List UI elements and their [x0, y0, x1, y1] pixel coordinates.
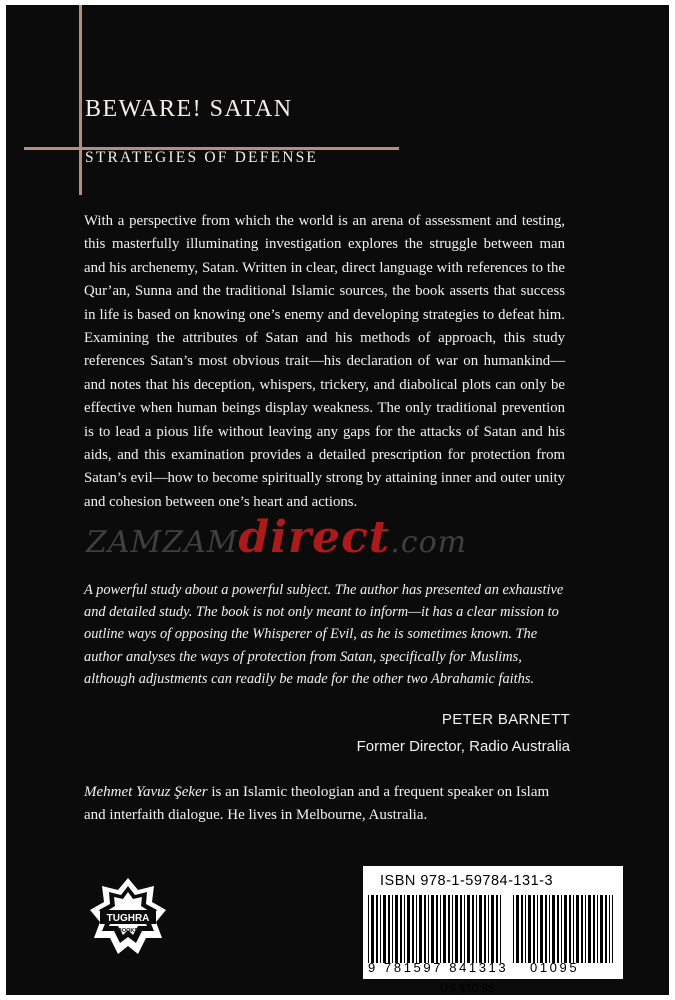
- isbn-label: ISBN 978-1-59784-131-3: [380, 873, 554, 889]
- book-subtitle: STRATEGIES OF DEFENSE: [85, 149, 319, 166]
- publisher-logo-icon: [86, 876, 170, 960]
- author-name: Mehmet Yavuz Şeker: [84, 784, 208, 800]
- publisher-logo-text: TUGHRA: [106, 913, 150, 924]
- publisher-logo-subtext: BOOKS: [117, 928, 139, 934]
- book-title: BEWARE! SATAN: [85, 96, 293, 122]
- barcode-addon-digits: 01095: [530, 960, 580, 975]
- watermark-part-2: direct: [238, 512, 391, 563]
- quote-author: PETER BARNETT: [441, 711, 570, 728]
- book-blurb: With a perspective from which the world is an arena of assessment and testing, this masterfully illuminating investigation explores the struggle between man and his archenemy, Satan. Written in clear, direct language with references to the Qur’an, Sunna and the traditional Islamic sources, the book asserts that success in life is based on knowing one’s enemy and developing strategies to defeat him. Examining the attributes of Satan and his methods of approach, this study references Satan’s most obvious trait—his declaration of war on humankind—and notes that his deception, whispers, trickery, and diabolical plots can only be effective when human beings display weakness. The only traditional prevention is to lead a pious life without leaving any gaps for the attacks of Satan and his aids, and this examination provides a detailed prescription for protection from Satan’s evil—how to become spiritually strong by attaining inner and outer unity and cohesion between one’s heart and actions.: [84, 213, 565, 510]
- price: US $10.95: [440, 983, 495, 995]
- endorsement-quote: A powerful study about a powerful subject. The author has presented an exhaustive and detailed study. The book is not only meant to inform—it has a clear mission to outline ways of opposing the Whisperer of Evil, as he is sometimes known. The author analyses the ways of protection from Satan, specifically for Muslims, although adjustments can readily be made for the other two Abrahamic faiths.: [84, 582, 564, 687]
- watermark-part-1: ZAMZAM: [86, 525, 239, 560]
- decorative-vertical-line: [79, 5, 82, 195]
- quote-author-role: Former Director, Radio Australia: [356, 738, 570, 755]
- price-addon-barcode: [513, 895, 613, 963]
- author-bio: [84, 781, 574, 828]
- author-bio-text: is an Islamic theologian and a frequent speaker on Islam and interfaith dialogue. He lives in Melbourne, Australia.: [84, 784, 550, 824]
- watermark-part-3: .com: [390, 525, 468, 560]
- barcode-digits: 9 781597 841313: [368, 960, 509, 975]
- isbn-barcode: [368, 895, 503, 963]
